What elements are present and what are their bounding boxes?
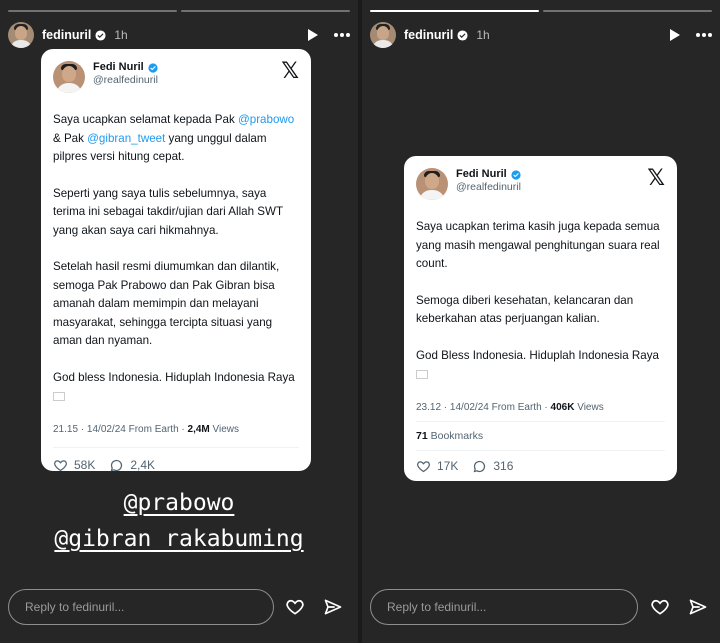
more-options-icon[interactable] [696, 33, 712, 37]
username[interactable]: fedinuril [404, 28, 454, 42]
mention-link[interactable]: @gibran_tweet [87, 131, 166, 145]
mention-sticker[interactable]: @prabowo [123, 490, 235, 516]
story-panel-left [0, 0, 358, 643]
play-icon[interactable] [308, 29, 318, 41]
play-icon[interactable] [670, 29, 680, 41]
mention-sticker[interactable]: @gibran_rakabuming [54, 526, 304, 552]
reply-input[interactable] [370, 589, 638, 625]
progress-segment [181, 10, 350, 12]
tweet-card [41, 49, 311, 471]
tweet-author-handle: @realfedinuril [456, 181, 521, 194]
tweet-avatar [416, 168, 448, 200]
story-header [370, 22, 712, 48]
mention-link[interactable]: @prabowo [237, 113, 295, 126]
username[interactable]: fedinuril [42, 28, 92, 42]
tweet-author-name: Fedi Nuril [456, 168, 507, 180]
mention-stickers [0, 490, 358, 552]
more-options-icon[interactable] [334, 33, 350, 37]
indonesia-flag-icon [53, 392, 65, 401]
progress-segment [370, 10, 539, 12]
like-count: 17K [437, 459, 459, 473]
reply-placeholder: Reply to fedinuril... [25, 600, 125, 614]
like-action [416, 459, 458, 474]
verified-badge-icon [511, 170, 521, 180]
comment-icon [109, 458, 124, 473]
tweet-card [404, 156, 677, 481]
avatar[interactable] [8, 22, 34, 48]
reply-action [109, 458, 155, 473]
tweet-author-name: Fedi Nuril [93, 61, 144, 73]
send-icon[interactable] [323, 597, 343, 617]
verified-badge-icon [148, 63, 158, 73]
heart-icon [53, 458, 68, 473]
like-story-heart-icon[interactable] [650, 597, 670, 617]
reply-count: 2,4K [130, 458, 156, 472]
tweet-meta: 23.12 · 14/02/24 From Earth · 406K Views [416, 401, 604, 413]
avatar[interactable] [370, 22, 396, 48]
post-time: 1h [476, 28, 490, 42]
send-icon[interactable] [688, 597, 708, 617]
reply-action [472, 459, 513, 474]
comment-icon [472, 459, 487, 474]
heart-icon [416, 459, 431, 474]
story-progress-bar [8, 10, 350, 12]
story-header [8, 22, 350, 48]
tweet-avatar [53, 61, 85, 93]
post-time: 1h [114, 28, 128, 42]
like-story-heart-icon[interactable] [285, 597, 305, 617]
progress-segment [8, 10, 177, 12]
reply-count: 316 [493, 459, 514, 473]
reply-placeholder: Reply to fedinuril... [387, 600, 487, 614]
tweet-text: Saya ucapkan terima kasih juga kepada semua yang masih mengawal penghitungan suara real count. Semoga diberi kesehatan, kelancaran dan keberkahan atas perjuangan kalian. God Bless Indonesia. Hiduplah Indonesia Raya [416, 218, 665, 384]
verified-badge-icon [95, 30, 106, 41]
indonesia-flag-icon [416, 370, 428, 379]
story-progress-bar [370, 10, 712, 12]
reply-input[interactable] [8, 589, 274, 625]
tweet-text: Saya ucapkan selamat kepada Pak @prabowo & Pak @gibran_tweet yang unggul dalam pilpres versi hitung cepat. Seperti yang saya tulis sebelumnya, saya terima ini sebagai takdir/ujian dari Allah SWT yang akan saya cari hikmahnya. Setelah hasil resmi diumumkan dan dilantik, semoga Pak Prabowo dan Pak Gibran bisa amanah dalam memimpin dan melayani masyarakat, sehingga tercipta situasi yang aman dan nyaman. God bless Indonesia. Hiduplah Indonesia Raya [53, 111, 299, 406]
story-panel-right [362, 0, 720, 643]
verified-badge-icon [457, 30, 468, 41]
like-action [53, 458, 95, 473]
like-count: 58K [74, 458, 96, 472]
tweet-bookmarks: 71 Bookmarks [416, 429, 484, 442]
x-logo-icon: 𝕏 [647, 166, 665, 191]
tweet-author-handle: @realfedinuril [93, 74, 158, 87]
x-logo-icon: 𝕏 [281, 59, 299, 84]
tweet-meta: 21.15 · 14/02/24 From Earth · 2,4M Views [53, 423, 240, 435]
progress-segment [543, 10, 712, 12]
